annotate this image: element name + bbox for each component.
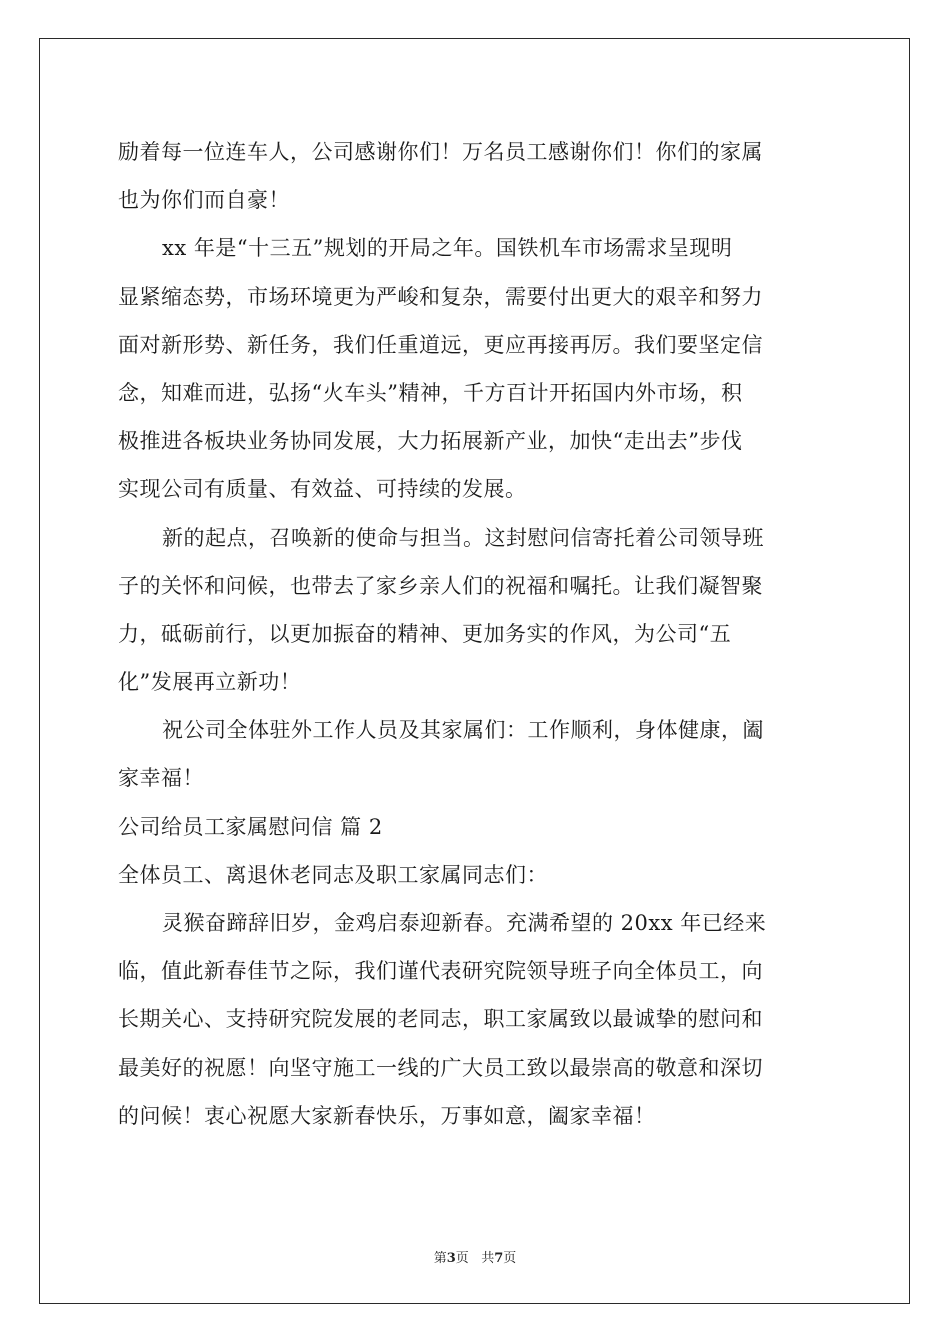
text-line: 家幸福！: [118, 766, 204, 791]
text-line: 显紧缩态势，市场环境更为严峻和复杂，需要付出更大的艰辛和努力: [118, 284, 763, 309]
text-line: 面对新形势、新任务，我们任重道远，更应再接再厉。我们要坚定信: [118, 332, 763, 357]
text-line: 也为你们而自豪！: [118, 188, 290, 213]
total-prefix: 共: [481, 1251, 495, 1266]
text-line: 子的关怀和问候，也带去了家乡亲人们的祝福和嘱托。让我们凝智聚: [118, 573, 763, 598]
text-line: 力，砥砺前行，以更加振奋的精神、更加务实的作风，为公司“五: [118, 621, 732, 646]
text-line: xx 年是“十三五”规划的开局之年。国铁机车市场需求呈现明: [162, 236, 733, 261]
text-line: 极推进各板块业务协同发展，大力拓展新产业，加快“走出去”步伐: [118, 429, 743, 454]
text-line: 实现公司有质量、有效益、可持续的发展。: [118, 477, 527, 502]
text-line: 的问候！衷心祝愿大家新春快乐，万事如意，阖家幸福！: [118, 1103, 656, 1128]
text-line: 念，知难而进，弘扬“火车头”精神，千方百计开拓国内外市场，积: [118, 380, 743, 405]
text-line: 励着每一位连车人，公司感谢你们！万名员工感谢你们！你们的家属: [118, 140, 763, 164]
text-line: 灵猴奋蹄辞旧岁，金鸡启泰迎新春。充满希望的 20xx 年已经来: [162, 911, 767, 935]
salutation: 全体员工、离退休老同志及职工家属同志们：: [118, 862, 548, 887]
text-line: 祝公司全体驻外工作人员及其家属们：工作顺利，身体健康，阖: [162, 718, 764, 743]
text-line: 临，值此新春佳节之际，我们谨代表研究院领导班子向全体员工，向: [118, 959, 763, 984]
document-body: [118, 128, 840, 1140]
text-line: 长期关心、支持研究院发展的老同志，职工家属致以最诚挚的慰问和: [118, 1007, 763, 1032]
page-prefix: 第: [433, 1251, 447, 1266]
text-line: 新的起点，召唤新的使命与担当。这封慰问信寄托着公司领导班: [162, 525, 764, 550]
total-suffix: 页: [503, 1251, 517, 1266]
text-line: 化”发展再立新功！: [118, 670, 302, 695]
text-line: 最美好的祝愿！向坚守施工一线的广大员工致以最崇高的敬意和深切: [118, 1055, 763, 1080]
total-pages: 7: [494, 1251, 504, 1266]
page-footer: [0, 1247, 950, 1266]
page-number: 3: [446, 1251, 456, 1266]
page-suffix: 页: [455, 1251, 469, 1266]
section-heading: 公司给员工家属慰问信 篇 2: [118, 814, 383, 839]
